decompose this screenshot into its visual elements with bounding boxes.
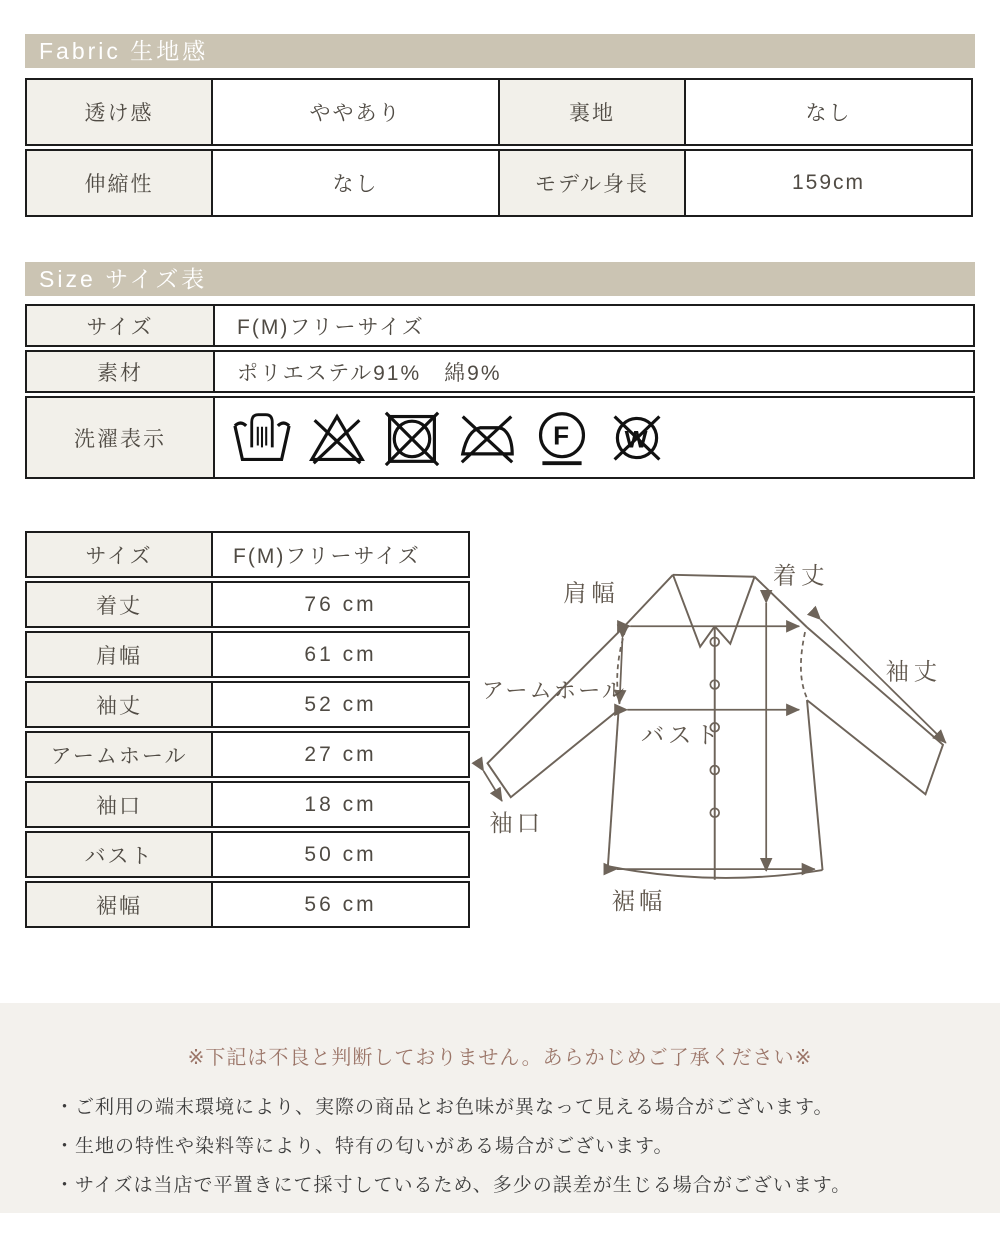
measurement-row (25, 581, 470, 628)
do-not-wet-clean-icon (606, 410, 668, 466)
fabric-cell-label: 伸縮性 (25, 149, 213, 217)
note-item: ・ご利用の端末環境により、実際の商品とお色味が異なって見える場合がございます。 (55, 1097, 834, 1118)
size-info-row (25, 350, 975, 393)
size-section-title-ja: サイズ表 (105, 266, 208, 292)
notes-section (0, 1003, 1000, 1213)
notes-list (0, 1088, 1000, 1205)
measurement-value: 61 cm (211, 631, 470, 678)
size-info-value: F(M)フリーサイズ (213, 304, 975, 347)
size-info-label: 素材 (25, 350, 215, 393)
measurement-value: 27 cm (211, 731, 470, 778)
fabric-cell-value: なし (684, 78, 973, 146)
dry-clean-f-icon (531, 410, 593, 466)
hem-width-label: 裾幅 (611, 887, 667, 914)
notes-title: ※下記は不良と判断しておりません。あらかじめご了承ください※ (187, 1047, 813, 1069)
measurement-value: 76 cm (211, 581, 470, 628)
fabric-cell-label: モデル身長 (498, 149, 686, 217)
measurement-row (25, 681, 470, 728)
shoulder-width-label: 肩幅 (563, 580, 620, 607)
fabric-table (25, 78, 975, 217)
cuff-arrow (484, 771, 502, 801)
bust-label: バスト (640, 721, 723, 748)
body-length-label: 着丈 (773, 562, 830, 589)
diagram-labels (482, 563, 942, 914)
fabric-cell-value: ややあり (211, 78, 500, 146)
fabric-cell-label: 裏地 (498, 78, 686, 146)
garment-diagram (470, 533, 975, 941)
measurement-value: 52 cm (211, 681, 470, 728)
measurement-area (25, 531, 975, 941)
size-section-header (25, 262, 975, 296)
fabric-cell-value: 159cm (684, 149, 973, 217)
measurement-row (25, 731, 470, 778)
measurement-label: 着丈 (25, 581, 213, 628)
size-info-table (25, 304, 975, 479)
fabric-table-row (25, 149, 975, 217)
armhole-label: アームホール (481, 678, 627, 704)
care-symbols-row (25, 396, 975, 479)
fabric-cell-label: 透け感 (25, 78, 213, 146)
fabric-section-title-en: Fabric (39, 38, 121, 64)
measurement-row (25, 881, 470, 928)
do-not-iron-icon (456, 410, 518, 466)
do-not-bleach-icon (306, 410, 368, 466)
cuff-label: 袖口 (489, 810, 544, 837)
measurement-label: バスト (25, 831, 213, 878)
fabric-cell-value: なし (211, 149, 500, 217)
measurement-row (25, 831, 470, 878)
hand-wash-icon (231, 410, 293, 466)
do-not-tumble-dry-icon (381, 410, 443, 466)
product-info-sheet (25, 34, 975, 941)
measurement-label: 肩幅 (25, 631, 213, 678)
measurement-table (25, 531, 470, 941)
dry-clean-letter: F (553, 420, 571, 451)
measurement-header-label: サイズ (25, 531, 213, 578)
measurement-label: 袖丈 (25, 681, 213, 728)
note-item: ・サイズは当店で平置きにて採寸しているため、多少の誤差が生じる場合がございます。 (55, 1175, 852, 1196)
fabric-table-row (25, 78, 975, 146)
measurement-header-row (25, 531, 470, 578)
size-info-value: ポリエステル91% 綿9% (213, 350, 975, 393)
wet-clean-letter: W (624, 425, 650, 453)
size-info-label: サイズ (25, 304, 215, 347)
care-row-label: 洗濯表示 (25, 396, 215, 479)
measurement-row (25, 781, 470, 828)
sleeve-length-label: 袖丈 (885, 658, 942, 685)
measurement-label: 袖口 (25, 781, 213, 828)
size-info-row (25, 304, 975, 347)
measurement-value: 50 cm (211, 831, 470, 878)
size-section-title-en: Size (39, 266, 96, 292)
fabric-section-header (25, 34, 975, 68)
note-item: ・生地の特性や染料等により、特有の匂いがある場合がございます。 (55, 1136, 674, 1157)
fabric-section-title-ja: 生地感 (130, 38, 209, 64)
measurement-label: 裾幅 (25, 881, 213, 928)
measurement-label: アームホール (25, 731, 213, 778)
measurement-row (25, 631, 470, 678)
care-symbols-cell (213, 396, 975, 479)
measurement-value: 18 cm (211, 781, 470, 828)
measurement-header-value: F(M)フリーサイズ (211, 531, 470, 578)
measurement-value: 56 cm (211, 881, 470, 928)
